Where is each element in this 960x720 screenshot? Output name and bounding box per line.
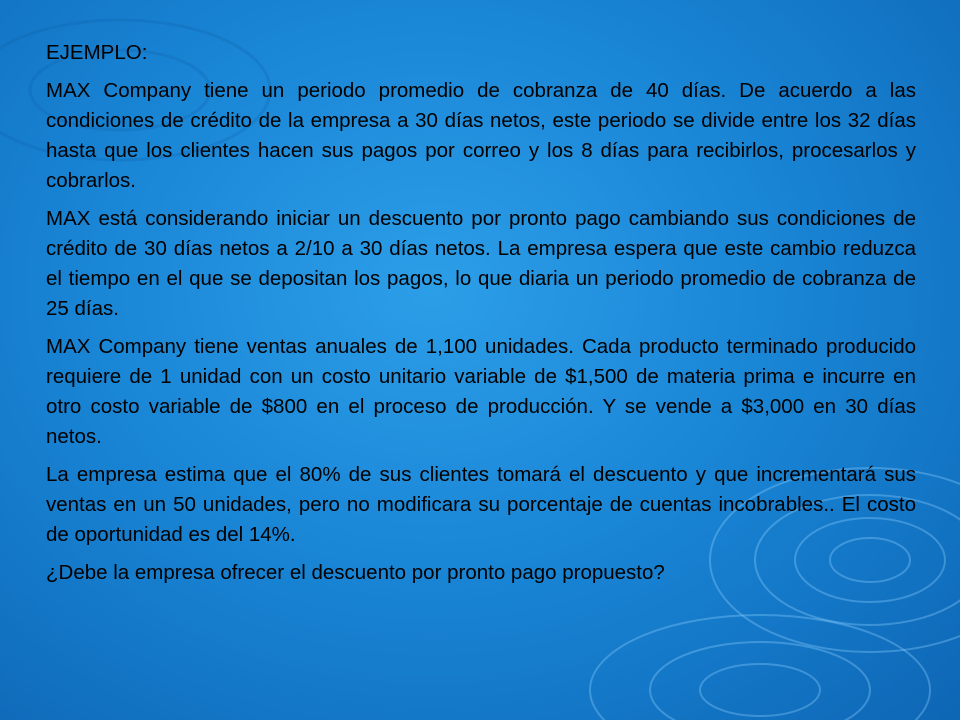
paragraph-discount-estimate: La empresa estima que el 80% de sus clientes tomará el descuento y que incrementará sus ventas en un 50 unidades, pero no modificara su porcentaje de cuentas incobrables.. El costo de oportunidad es del 14%. [46,463,916,546]
paragraph-collection-period: MAX Company tiene un periodo promedio de cobranza de 40 días. De acuerdo a las condiciones de crédito de la empresa a 30 días netos, este periodo se divide entre los 32 días hasta que los clientes hacen sus pagos por correo y los 8 días para recibirlos, procesarlos y cobrarlos. [46,79,916,192]
slide-text-body [46,38,916,596]
paragraph-sales-costs: MAX Company tiene ventas anuales de 1,100 unidades. Cada producto terminado producido requiere de 1 unidad con un costo unitario variable de $1,500 de materia prima e incurre en otro costo variable de $800 en el proceso de producción. Y se vende a $3,000 en 30 días netos. [46,335,916,448]
paragraph-question: ¿Debe la empresa ofrecer el descuento por pronto pago propuesto? [46,561,665,584]
slide-heading: EJEMPLO: [46,41,148,64]
paragraph-discount-proposal: MAX está considerando iniciar un descuento por pronto pago cambiando sus condiciones de crédito de 30 días netos a 2/10 a 30 días netos. La empresa espera que este cambio reduzca el tiempo en el que se depositan los pagos, lo que diaria un periodo promedio de cobranza de 25 días. [46,207,916,320]
